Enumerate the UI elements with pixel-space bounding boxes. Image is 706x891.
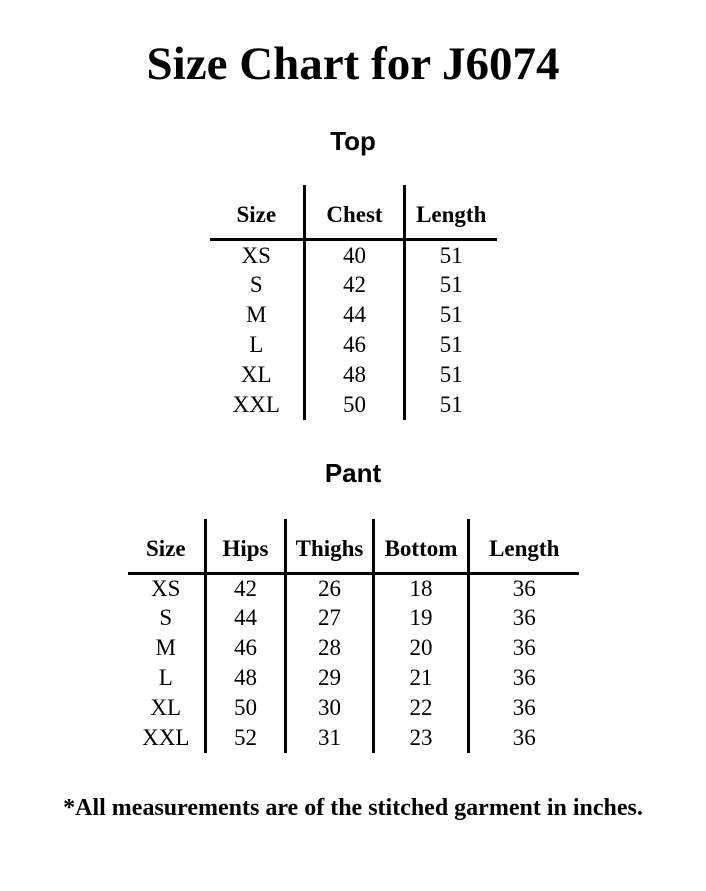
table-cell: 36 [469,633,579,663]
table-cell: 28 [286,633,374,663]
table-cell: 51 [405,330,497,360]
column-header: Length [469,519,579,574]
table-cell: 18 [374,573,469,603]
table-cell: 50 [305,390,405,420]
column-header: Bottom [374,519,469,574]
table-cell: 44 [206,603,286,633]
table-cell: 27 [286,603,374,633]
table-cell: S [159,605,173,631]
table-cell: M [246,301,267,327]
table-cell: 51 [405,360,497,390]
table-cell: 21 [374,663,469,693]
table-row [210,270,497,300]
table-cell: 29 [286,663,374,693]
column-header: Chest [305,185,405,240]
top-section [0,128,706,420]
table-cell: 36 [469,693,579,723]
table-cell: 42 [206,573,286,603]
table-cell: 46 [305,330,405,360]
table-header-row [210,185,497,240]
table-cell: 52 [206,723,286,753]
table-row [210,240,497,270]
table-cell: 51 [405,240,497,270]
table-cell: XL [150,695,182,721]
table-cell: 46 [206,633,286,663]
table-cell: 23 [374,723,469,753]
column-header: Thighs [286,519,374,574]
table-header-row [128,519,579,574]
table-cell: XXL [232,391,280,417]
table-cell: M [155,635,176,661]
table-cell: XXL [142,725,190,751]
table-cell: 36 [469,723,579,753]
table-cell: L [158,665,173,691]
table-cell: 36 [469,573,579,603]
column-header: Hips [206,519,286,574]
table-cell: XL [240,361,272,387]
top-section-heading: Top [330,126,376,157]
table-row [128,693,579,723]
table-cell: XS [151,576,181,602]
table-cell: S [249,271,263,297]
pant-size-table [128,519,579,754]
table-row [128,663,579,693]
pant-section [0,457,706,754]
table-cell: 20 [374,633,469,663]
table-row [128,603,579,633]
table-cell: 51 [405,270,497,300]
table-cell: 50 [206,693,286,723]
table-cell: 44 [305,300,405,330]
table-row [210,390,497,420]
table-cell: 40 [305,240,405,270]
table-cell: 51 [405,390,497,420]
table-cell: XS [241,242,271,268]
table-row [210,360,497,390]
table-cell: 31 [286,723,374,753]
table-cell: 48 [206,663,286,693]
table-row [128,723,579,753]
column-header: Size [210,185,305,240]
table-cell: 22 [374,693,469,723]
pant-section-heading: Pant [324,457,382,488]
table-cell: 36 [469,603,579,633]
table-cell: L [249,331,264,357]
table-row [210,330,497,360]
table-cell: 51 [405,300,497,330]
table-cell: 30 [286,693,374,723]
top-size-table [210,185,497,420]
measurement-footnote: *All measurements are of the stitched garment in inches. [63,795,643,822]
column-header: Size [128,519,206,574]
table-row [128,633,579,663]
table-cell: 19 [374,603,469,633]
column-header: Length [405,185,497,240]
table-cell: 48 [305,360,405,390]
table-row [128,573,579,603]
table-cell: 36 [469,663,579,693]
table-cell: 42 [305,270,405,300]
table-row [210,300,497,330]
page-title: Size Chart for J6074 [146,38,560,90]
table-cell: 26 [286,573,374,603]
